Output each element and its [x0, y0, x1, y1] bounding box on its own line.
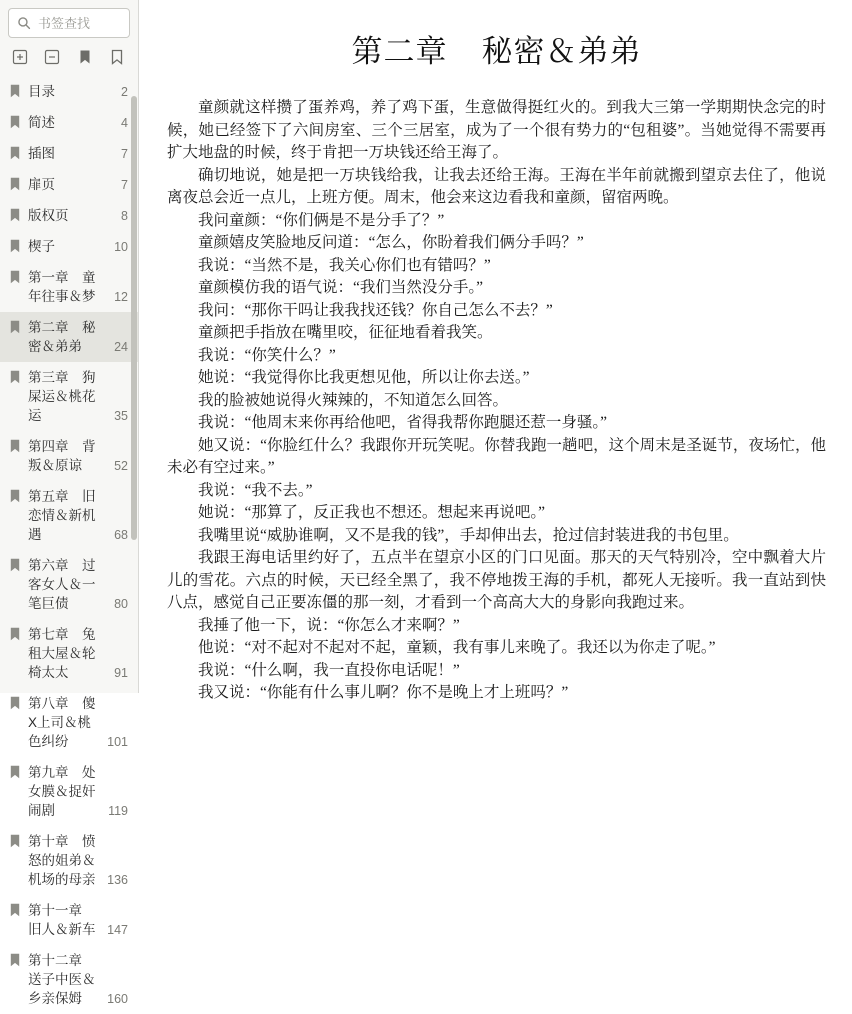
list-item[interactable] — [0, 431, 138, 481]
list-item-label: 目录 — [28, 84, 55, 99]
bookmark-icon — [10, 489, 20, 503]
list-item[interactable] — [0, 169, 138, 200]
paragraph: 童颜嬉皮笑脸地反问道：“怎么，你盼着我们俩分手吗？” — [198, 234, 584, 251]
bookmark-flag-icon[interactable] — [76, 48, 94, 66]
bookmark-list[interactable] — [0, 74, 138, 1014]
list-item[interactable] — [0, 231, 138, 262]
list-item-page: 35 — [114, 409, 128, 423]
remove-bookmark-icon[interactable] — [44, 48, 62, 66]
paragraph: 童颜模仿我的语气说：“我们当然没分手。” — [198, 279, 484, 296]
bookmark-sidebar — [0, 0, 139, 1006]
chapter-body — [167, 97, 826, 705]
list-item[interactable] — [0, 619, 138, 688]
bookmark-icon — [10, 208, 20, 222]
chapter-title — [167, 26, 826, 71]
list-item-page: 7 — [121, 147, 128, 161]
list-item-label: 第七章 兔租大屋＆轮椅太太 — [28, 627, 96, 680]
list-item-page: 12 — [114, 290, 128, 304]
bookmark-icon — [10, 903, 20, 917]
list-item-label: 第一章 童年往事＆梦 — [28, 270, 96, 304]
list-item-label: 扉页 — [28, 177, 55, 192]
bookmark-icon — [10, 765, 20, 779]
list-item-label: 第八章 傻X上司＆桃色纠纷 — [28, 696, 96, 749]
list-item-label: 第二章 秘密＆弟弟 — [28, 320, 96, 354]
list-item-page: 7 — [121, 178, 128, 192]
chapter-title-number: 第二章 — [351, 34, 448, 69]
bookmark-icon — [10, 239, 20, 253]
bookmark-icon — [10, 84, 20, 98]
list-item[interactable] — [0, 826, 138, 895]
list-item-page: 10 — [114, 240, 128, 254]
paragraph: 我说：“当然不是，我关心你们也有错吗？” — [198, 256, 491, 274]
list-item-page: 4 — [121, 116, 128, 130]
paragraph: 我说：“什么啊，我一直投你电话呢！” — [198, 661, 460, 679]
paragraph: 她说：“我觉得你比我更想见他，所以让你去送。” — [198, 369, 530, 386]
list-item[interactable] — [0, 895, 138, 945]
list-item-label: 第十二章 送子中医＆乡亲保姆 — [28, 953, 96, 1006]
list-item-label: 第五章 旧恋情＆新机遇 — [28, 489, 96, 542]
list-item[interactable] — [0, 76, 138, 107]
add-bookmark-icon[interactable] — [12, 48, 30, 66]
paragraph: 童颜把手指放在嘴里咬，征征地看着我笑。 — [198, 324, 493, 341]
list-item[interactable] — [0, 107, 138, 138]
bookmark-icon — [10, 146, 20, 160]
list-item[interactable] — [0, 688, 138, 757]
paragraph: 我的脸被她说得火辣辣的，不知道怎么回答。 — [198, 391, 509, 409]
list-item-label: 第四章 背叛＆原谅 — [28, 439, 96, 473]
list-item[interactable] — [0, 481, 138, 550]
list-item-page: 68 — [114, 528, 128, 542]
search-input[interactable] — [38, 16, 121, 31]
bookmark-outline-icon[interactable] — [108, 48, 126, 66]
list-item[interactable] — [0, 262, 138, 312]
list-item-page: 91 — [114, 666, 128, 680]
list-item[interactable] — [0, 945, 138, 1014]
paragraph: 她又说：“你脸红什么？我跟你开玩笑呢。你替我跑一趟吧，这个周末是圣诞节，夜场忙，他未必有空过来。” — [167, 436, 826, 476]
paragraph: 我跟王海电话里约好了，五点半在望京小区的门口见面。那天的天气特别冷，空中飘着大片儿的雪花。六点的时候，天已经全黑了，我不停地拨王海的手机，都死人无接听。我一直站到快八点，感觉自己正要冻僵的那一刻，才看到一个高高大大的身影向我跑过来。 — [167, 549, 826, 611]
bookmark-icon — [10, 115, 20, 129]
list-item-selected[interactable] — [0, 312, 138, 362]
bookmark-icon — [10, 370, 20, 384]
bookmark-icon — [10, 320, 20, 334]
paragraph: 童颜就这样攒了蛋养鸡，养了鸡下蛋，生意做得挺红火的。到我大三第一学期期快念完的时候，她已经签下了六间房室、三个三居室，成为了一个很有势力的“包租婆”。当她觉得不需要再扩大地盘的时候，终于肯把一万块钱还给王海了。 — [167, 99, 826, 161]
paragraph: 确切地说，她是把一万块钱给我，让我去还给王海。王海在半年前就搬到望京去住了，他说离夜总会近一点儿，上班方便。周末，他会来这边看我和童颜，留宿两晚。 — [167, 166, 826, 206]
sidebar-scrollbar-thumb[interactable] — [131, 96, 137, 540]
bookmark-icon — [10, 834, 20, 848]
bookmark-icon — [10, 439, 20, 453]
list-item[interactable] — [0, 200, 138, 231]
paragraph: 我说：“他周末来你再给他吧，省得我帮你跑腿还惹一身骚。” — [198, 414, 608, 431]
list-item[interactable] — [0, 138, 138, 169]
search-icon — [17, 16, 31, 30]
search-box[interactable] — [8, 8, 130, 38]
paragraph: 我问童颜：“你们俩是不是分手了？” — [198, 211, 445, 229]
list-item-label: 第三章 狗屎运＆桃花运 — [28, 370, 96, 423]
chapter-title-name: 秘密＆弟弟 — [481, 34, 642, 69]
bookmark-icon — [10, 953, 20, 967]
bookmark-icon — [10, 627, 20, 641]
paragraph: 我捶了他一下，说：“你怎么才来啊？” — [198, 616, 460, 634]
list-item-page: 160 — [107, 992, 128, 1006]
list-item[interactable] — [0, 550, 138, 619]
paragraph: 我说：“我不去。” — [198, 481, 313, 499]
bookmark-icon — [10, 558, 20, 572]
list-item-label: 第六章 过客女人＆一笔巨债 — [28, 558, 96, 611]
list-item-label: 简述 — [28, 115, 55, 130]
list-item[interactable] — [0, 757, 138, 826]
paragraph: 她说：“那算了，反正我也不想还。想起来再说吧。” — [198, 504, 546, 521]
list-item-page: 147 — [107, 923, 128, 937]
list-item-page: 136 — [107, 873, 128, 887]
bookmark-icon — [10, 177, 20, 191]
paragraph: 他说：“对不起对不起对不起，童颖，我有事儿来晚了。我还以为你走了呢。” — [198, 639, 716, 656]
list-item-label: 第九章 处女膜＆捉奸闹剧 — [28, 765, 96, 818]
paragraph: 我问：“那你干吗让我我找还钱？你自己怎么不去？” — [198, 301, 553, 319]
list-item-page: 119 — [108, 804, 128, 818]
bookmark-icon — [10, 270, 20, 284]
reader-pane[interactable] — [139, 0, 852, 701]
paragraph: 我嘴里说“威胁谁啊，又不是我的钱”，手却伸出去，抢过信封装进我的书包里。 — [198, 526, 739, 544]
bookmark-toolbar — [0, 42, 138, 74]
list-item-label: 第十一章 旧人＆新车 — [28, 903, 96, 937]
list-item-page: 8 — [121, 209, 128, 223]
list-item[interactable] — [0, 362, 138, 431]
list-item-label: 版权页 — [28, 208, 69, 223]
list-item-label: 第十章 愤怒的姐弟＆机场的母亲 — [28, 834, 96, 887]
list-item-page: 80 — [114, 597, 128, 611]
paragraph: 我说：“你笑什么？” — [198, 346, 336, 364]
paragraph: 我又说：“你能有什么事儿啊？你不是晚上才上班吗？” — [198, 684, 569, 701]
list-item-page: 2 — [121, 85, 128, 99]
list-item-page: 101 — [107, 735, 128, 749]
list-item-label: 楔子 — [28, 239, 55, 254]
search-row — [0, 0, 138, 42]
list-item-label: 插图 — [28, 146, 55, 161]
list-item-page: 52 — [114, 459, 128, 473]
list-item-page: 24 — [114, 340, 128, 354]
bookmark-icon — [10, 696, 20, 710]
